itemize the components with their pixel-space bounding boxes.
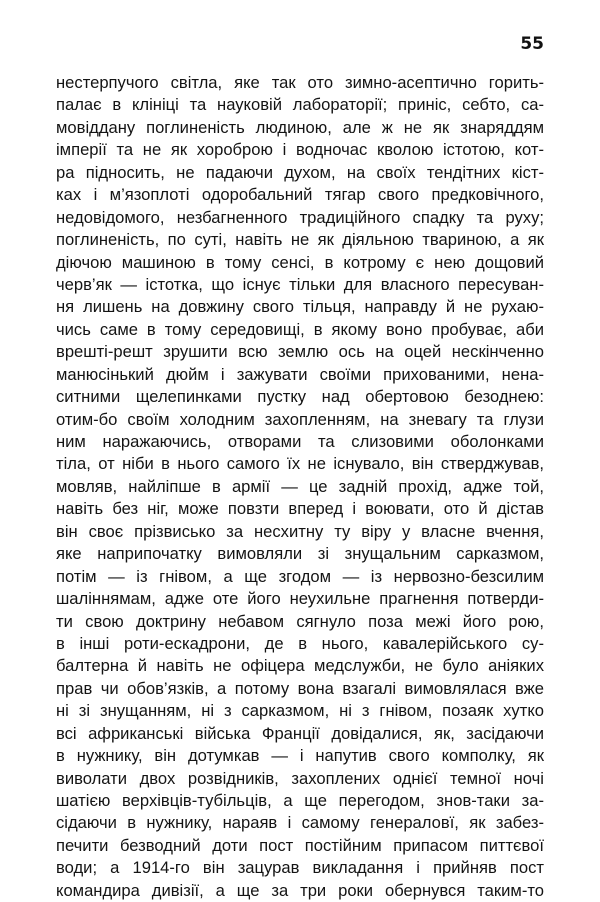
- text-line: ра підносить, не падаючи духом, на своїх тендітних кіст-: [56, 162, 544, 182]
- text-line: манюсінький дюйм і зажувати своїми прихованими, нена-: [56, 364, 544, 384]
- body-text: [56, 72, 544, 902]
- text-line: шатією верхівців-тубільців, а ще перегодом, знов-таки за-: [56, 791, 544, 810]
- text-line: діючою машиною в тому сенсі, в котрому є нею дощовий: [56, 252, 544, 272]
- text-line: яке наприпочатку вимовляли зі знущальним сарказмом,: [56, 544, 544, 564]
- text-line: виволати двох розвідників, захоплених однієї темної ночі: [56, 768, 544, 788]
- text-line: ситними щелепинками пустку над обертовою безоднею:: [56, 387, 544, 407]
- text-line: тіла, от ніби в нього самого їх не існувало, він стверджував,: [56, 454, 544, 474]
- text-line: навіть без ніг, може повзти вперед і воювати, ото й дістав: [56, 499, 544, 519]
- text-line: командира дивізії, а ще за три роки обернувся таким-то: [56, 880, 544, 900]
- text-line: в нужнику, він дотумкав — і напутив свого комполку, як: [56, 746, 544, 766]
- text-line: він своє прізвисько за несхитну ту віру у власне вчення,: [56, 521, 544, 541]
- text-line: всі африканські війська Франції довідалися, як, засідаючи: [56, 723, 544, 743]
- page-number: 55: [520, 34, 544, 54]
- text-line: ним наражаючись, отворами та слизовими оболонками: [56, 432, 544, 451]
- text-line: води; а 1914-го він зацурав викладання і прийняв пост: [56, 858, 544, 878]
- text-line: недовідомого, незбагненного традиційного спадку та руху;: [56, 207, 544, 227]
- text-line: отим-бо своїм холодним захопленням, на зневагу та глузи: [56, 409, 544, 429]
- text-line: балтерна й навіть не офіцера медслужби, не було аніяких: [56, 656, 544, 676]
- text-line: прав чи обов’язків, а потому вона взагалі вимовлялася вже: [56, 678, 544, 698]
- text-line: мовіддану поглиненість людиною, але ж не як знаряддям: [56, 117, 544, 137]
- text-line: мовляв, найліпше в армії — це задній прохід, адже той,: [56, 476, 544, 496]
- text-line: шаліннямам, адже оте його неухильне прагнення потверди-: [56, 589, 544, 609]
- text-line: імперії та не як хороброю і водночас кволою істотою, кот-: [56, 140, 544, 160]
- text-line: сідаючи в нужнику, нараяв і самому генераловї, як забез-: [56, 813, 544, 833]
- text-line: потім — із гнівом, а ще згодом — із нервозно-безсилим: [56, 566, 544, 586]
- text-line: чись саме в тому середовищі, в якому воно пробуває, аби: [56, 319, 544, 339]
- text-line: ти свою доктрину небавом сягнуло поза межі його рою,: [56, 611, 544, 631]
- text-line: ні зі знущанням, ні з сарказмом, ні з гнівом, позаяк хутко: [56, 701, 544, 721]
- text-line: врешті-решт зрушити всю землю ось на оцей нескінченно: [56, 342, 544, 362]
- text-line: черв’як — істотка, що існує тільки для власного пересуван-: [56, 274, 544, 294]
- text-line: ня лишень на довжину свого тільця, направду й не рухаю-: [56, 297, 544, 317]
- text-line: нестерпучого світла, яке так ото зимно-асептично горить-: [56, 73, 544, 92]
- text-line: печити безводний доти пост постійним припасом питтєвої: [56, 835, 544, 855]
- text-line: поглиненість, по суті, навіть не як діяльною твариною, а як: [56, 230, 544, 250]
- text-line: ках і м’язоплоті одоробальний тягар свого предковічного,: [56, 185, 544, 205]
- text-line: в інші роти-ескадрони, де в нього, кавалерійського су-: [56, 633, 544, 653]
- text-line: палає в клініці та науковій лабораторії; приніс, себто, са-: [56, 95, 544, 115]
